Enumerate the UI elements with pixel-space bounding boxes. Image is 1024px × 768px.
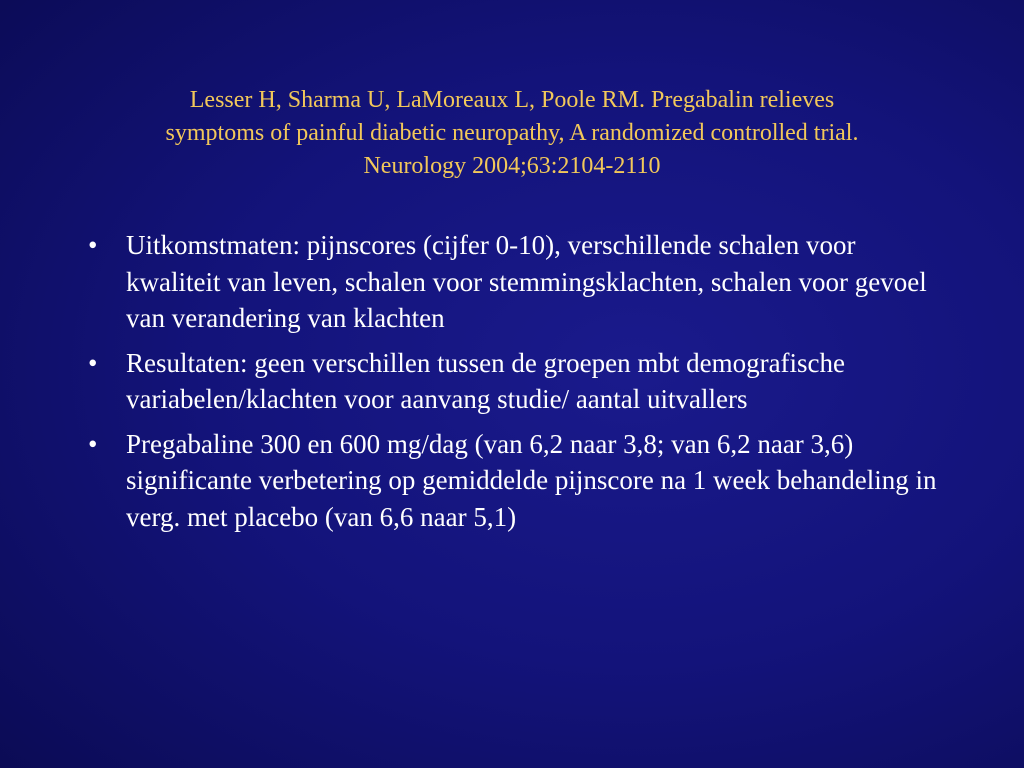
bullet-icon: • <box>88 347 98 378</box>
title-line: Neurology 2004;63:2104-2110 <box>363 153 661 179</box>
bullet-item <box>84 426 944 536</box>
bullet-text: Uitkomstmaten: pijnscores (cijfer 0-10), verschillende schalen voor kwaliteit van leven, schalen voor stemmingsklachten, schalen voor gevoel van verandering van klachten <box>126 230 927 333</box>
bullet-item <box>84 227 944 337</box>
bullet-list <box>84 227 944 543</box>
slide-title <box>60 84 964 183</box>
title-line: symptoms of painful diabetic neuropathy, A randomized controlled trial. <box>165 120 859 146</box>
title-line: Lesser H, Sharma U, LaMoreaux L, Poole RM. Pregabalin relieves <box>189 87 835 113</box>
bullet-text: Resultaten: geen verschillen tussen de groepen mbt demografische variabelen/klachten voor aanvang studie/ aantal uitvallers <box>126 347 846 414</box>
bullet-text: Pregabaline 300 en 600 mg/dag (van 6,2 naar 3,8; van 6,2 naar 3,6) significante verbetering op gemiddelde pijnscore na 1 week behandeling in verg. met placebo (van 6,6 naar 5,1) <box>126 428 937 532</box>
bullet-icon: • <box>88 428 98 459</box>
bullet-item <box>84 345 944 418</box>
bullet-icon: • <box>88 230 98 260</box>
